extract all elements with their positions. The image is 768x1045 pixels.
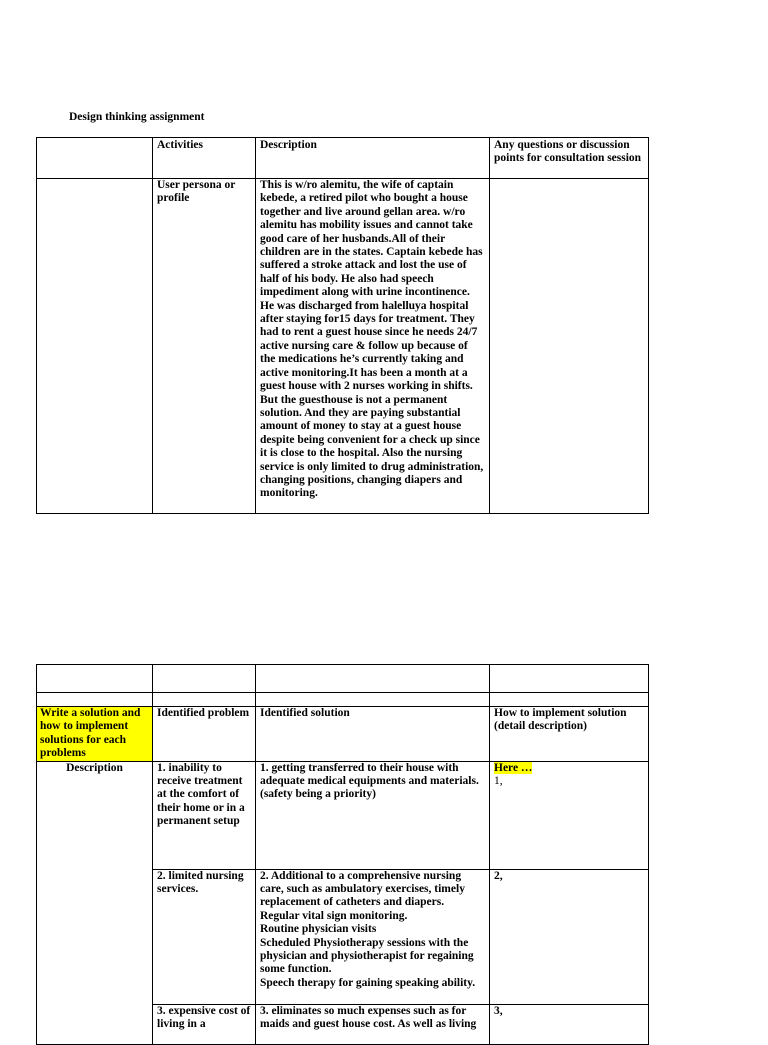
header-questions: Any questions or discussion points for consultation session xyxy=(490,138,649,179)
row1-solution: 1. getting transferred to their house with adequate medical equipments and materials.(safety being a priority) xyxy=(256,761,490,869)
row3-problem: 3. expensive cost of living in a xyxy=(153,1004,256,1044)
blank-cell xyxy=(490,665,649,693)
blank-cell xyxy=(256,665,490,693)
spacer-cell xyxy=(256,693,490,707)
document-title: Design thinking assignment xyxy=(69,111,205,123)
persona-questions xyxy=(490,179,649,514)
row2-implementation: 2, xyxy=(490,869,649,1004)
persona-table xyxy=(36,137,649,514)
solutions-blank-row xyxy=(37,665,649,693)
persona-table-header-row xyxy=(37,138,649,179)
row3-implementation: 3, xyxy=(490,1004,649,1044)
spacer-cell xyxy=(490,693,649,707)
header-identified-solution: Identified solution xyxy=(256,707,490,762)
header-identified-problem: Identified problem xyxy=(153,707,256,762)
here-highlight: Here … xyxy=(494,761,533,774)
row2-solution: 2. Additional to a comprehensive nursing care, such as ambulatory exercises, timely replacement of catheters and diapers. Regular vital sign monitoring. Routine physician visits Scheduled Physiotherapy sessions with the physician and physiotherapist for regaining some function. Speech therapy for gaining speaking ability. xyxy=(256,869,490,1004)
persona-description: This is w/ro alemitu, the wife of captain kebede, a retired pilot who bought a house together and live around gellan area. w/ro alemitu has mobility issues and cannot take good care of her husbands.All of their children are in the states. Captain kebede has suffered a stroke attack and lost the use of half of his body. He also had speech impediment along with urine incontinence. He was discharged from halelluya hospital after staying for15 days for treatment. They had to rent a guest house since he needs 24/7 active nursing care & follow up because of the medications he’s currently taking and active monitoring.It has been a month at a guest house with 2 nurses working in shifts. But the guesthouse is not a permanent solution. And they are paying substantial amount of money to stay at a guest house despite being convenient for a check up since it is close to the hospital. Also the nursing service is only limited to drug administration, changing positions, changing diapers and monitoring. xyxy=(256,179,490,514)
description-label: Description xyxy=(37,761,153,1044)
row1-impl-number: 1, xyxy=(494,775,503,788)
header-empty-cell xyxy=(37,138,153,179)
solution-row-1 xyxy=(37,761,649,869)
row3-solution: 3. eliminates so much expenses such as for maids and guest house cost. As well as living xyxy=(256,1004,490,1044)
row1-implementation xyxy=(490,761,649,869)
header-description: Description xyxy=(256,138,490,179)
header-how-to-implement: How to implement solution (detail description) xyxy=(490,707,649,762)
instruction-cell: Write a solution and how to implement solutions for each problems xyxy=(37,707,153,762)
solutions-header-row xyxy=(37,707,649,762)
blank-cell xyxy=(153,665,256,693)
persona-row xyxy=(37,179,649,514)
row1-problem: 1. inability to receive treatment at the comfort of their home or in a permanent setup xyxy=(153,761,256,869)
header-activities: Activities xyxy=(153,138,256,179)
solutions-table xyxy=(36,664,649,1045)
row2-problem: 2. limited nursing services. xyxy=(153,869,256,1004)
solutions-spacer-row xyxy=(37,693,649,707)
spacer-cell xyxy=(37,693,153,707)
spacer-cell xyxy=(153,693,256,707)
persona-activity: User persona or profile xyxy=(153,179,256,514)
blank-cell xyxy=(37,665,153,693)
persona-row-col1 xyxy=(37,179,153,514)
